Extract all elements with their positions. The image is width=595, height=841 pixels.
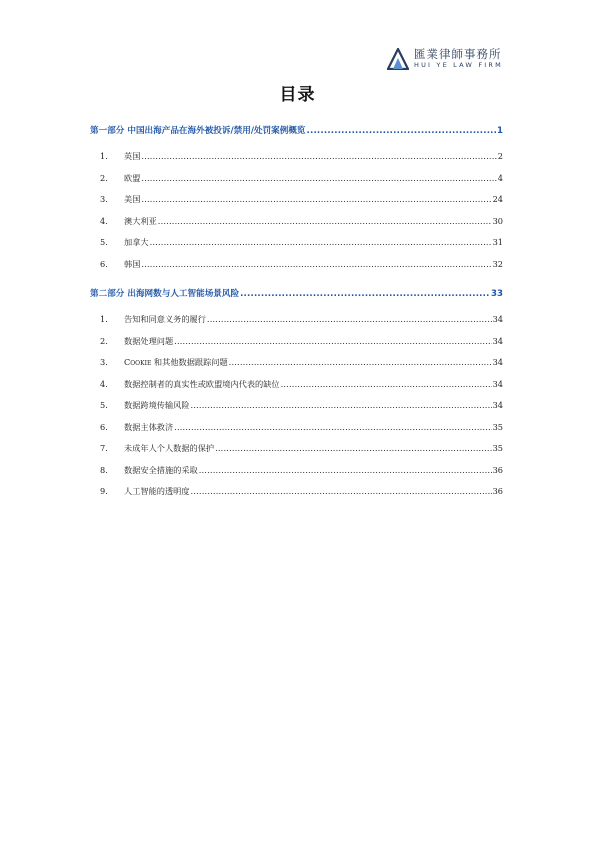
toc-entry[interactable] (90, 422, 503, 434)
toc-entry[interactable] (90, 151, 503, 163)
toc-entry-number: 1. (100, 314, 108, 324)
toc-leader-dots (191, 400, 492, 410)
toc-entry-number: 1. (100, 151, 108, 161)
toc-entry[interactable] (90, 465, 503, 477)
toc-entry-label: 人工智能的透明度 (124, 486, 190, 496)
toc-entry-page: 2 (497, 151, 503, 161)
toc-entry-label: 数据安全措施的采取 (124, 464, 198, 475)
toc-entry-number: 4. (100, 215, 108, 226)
toc-entry-number: 3. (100, 194, 108, 204)
toc-leader-dots (141, 194, 491, 204)
toc-entry-label: 英国 (124, 151, 141, 161)
toc-entry-page: 36 (492, 486, 503, 496)
toc-entry-page: 36 (492, 464, 503, 475)
logo-english-name: HUI YE LAW FIRM (414, 61, 503, 69)
toc-entry-page: 34 (492, 357, 503, 367)
toc-entry-page: 35 (492, 421, 503, 432)
toc-entry[interactable] (90, 259, 503, 271)
toc-entry[interactable] (90, 379, 503, 391)
toc-entry-page: 34 (492, 314, 503, 324)
toc-leader-dots (174, 422, 491, 432)
toc-entry-label: 澳大利亚 (124, 215, 157, 226)
toc-part-2[interactable] (90, 287, 503, 299)
toc-entry-page: 34 (492, 335, 503, 346)
toc-leader-dots (141, 151, 496, 161)
toc-entry[interactable] (90, 314, 503, 326)
toc-leader-dots (141, 173, 496, 183)
toc-entry-label: 加拿大 (124, 237, 149, 247)
toc-leader-dots (240, 289, 490, 299)
toc-entry-label: 数据处理问题 (124, 335, 174, 346)
toc-part-1-label: 第一部分 中国出海产品在海外被投诉/禁用/处罚案例概览 (90, 126, 306, 136)
logo-chinese-name: 匯業律師事務所 (414, 47, 502, 61)
toc-leader-dots (281, 379, 492, 389)
toc-entry-label: 美国 (124, 194, 141, 204)
toc-leader-dots (191, 486, 492, 496)
toc-entry-label: 未成年人个人数据的保护 (124, 443, 215, 453)
toc-part-1-list (90, 151, 503, 271)
toc-entry-label: Cookie 和其他数据跟踪问题 (124, 357, 228, 367)
toc-entry-label: 数据跨境传输风险 (124, 400, 190, 410)
toc-entry-number: 2. (100, 172, 108, 183)
toc-entry-number: 6. (100, 258, 108, 269)
toc-entry-number: 5. (100, 400, 108, 410)
toc-leader-dots (199, 465, 492, 475)
toc-entry[interactable] (90, 194, 503, 206)
toc-entry-number: 9. (100, 486, 108, 496)
toc-entry[interactable] (90, 216, 503, 228)
toc-leader-dots (207, 314, 492, 324)
toc-entry-label: 欧盟 (124, 172, 141, 183)
toc-entry-number: 6. (100, 421, 108, 432)
toc-entry-label: 数据控制者的真实性或欧盟境内代表的缺位 (124, 378, 280, 389)
toc-part-1[interactable] (90, 124, 503, 136)
toc-leader-dots (307, 126, 496, 136)
toc-entry-number: 2. (100, 335, 108, 346)
toc-entry-label: 数据主体救济 (124, 421, 174, 432)
toc-leader-dots (158, 216, 492, 226)
toc-entry-label: 告知和同意义务的履行 (124, 314, 206, 324)
toc-entry-page: 34 (492, 400, 503, 410)
toc-entry-number: 7. (100, 443, 108, 453)
toc-entry-page: 32 (492, 258, 503, 269)
triangle-mountain-logo-icon (387, 48, 409, 70)
toc-entry-page: 4 (497, 172, 503, 183)
toc-entry[interactable] (90, 173, 503, 185)
toc-part-2-page: 33 (491, 289, 503, 299)
toc-leader-dots (141, 259, 491, 269)
toc-leader-dots (229, 357, 492, 367)
page-title: 目录 (279, 85, 316, 105)
toc-entry[interactable] (90, 237, 503, 249)
toc-entry-page: 24 (492, 194, 503, 204)
toc-entry-number: 4. (100, 378, 108, 389)
toc-entry-number: 5. (100, 237, 108, 247)
toc-part-1-page: 1 (497, 126, 503, 136)
toc-entry-page: 35 (492, 443, 503, 453)
toc-leader-dots (215, 443, 492, 453)
toc-entry-page: 31 (492, 237, 503, 247)
toc-entry[interactable] (90, 336, 503, 348)
toc-entry-page: 34 (492, 378, 503, 389)
toc-entry-label: 韩国 (124, 258, 141, 269)
toc-entry[interactable] (90, 443, 503, 455)
toc-entry-number: 8. (100, 464, 108, 475)
toc-entry[interactable] (90, 486, 503, 498)
firm-logo (387, 46, 517, 72)
toc-leader-dots (150, 237, 492, 247)
toc-part-2-list (90, 314, 503, 498)
toc-entry[interactable] (90, 357, 503, 369)
toc-entry-page: 30 (492, 215, 503, 226)
toc-leader-dots (174, 336, 491, 346)
toc-entry-number: 3. (100, 357, 108, 367)
toc-entry[interactable] (90, 400, 503, 412)
toc-part-2-label: 第二部分 出海网数与人工智能场景风险 (90, 289, 240, 299)
